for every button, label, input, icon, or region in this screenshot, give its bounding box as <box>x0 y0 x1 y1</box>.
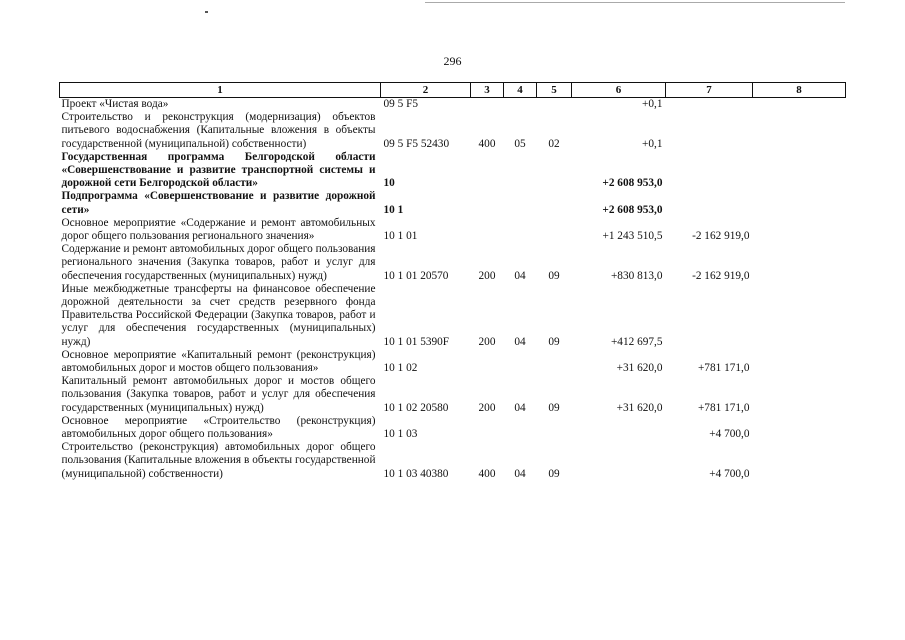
row-col-6: +830 813,0 <box>610 269 663 282</box>
row-col-4 <box>504 217 537 243</box>
row-col-3 <box>471 217 504 243</box>
row-col-6: +0,1 <box>642 98 663 110</box>
row-col-5 <box>537 190 572 216</box>
row-col-8 <box>753 283 846 349</box>
row-col-8 <box>753 111 846 151</box>
table-row <box>60 217 846 243</box>
row-col-8 <box>753 441 846 481</box>
row-col-8 <box>753 349 846 375</box>
row-code: 10 1 01 5390F <box>383 335 450 348</box>
table-row <box>60 349 846 375</box>
table-row <box>60 243 846 283</box>
row-name: Основное мероприятие «Капитальный ремонт (реконструкция) автомобильных дорог и мостов общего пользования» <box>61 348 376 375</box>
row-col-3: 400 <box>478 137 496 150</box>
row-code: 10 1 03 40380 <box>383 467 449 480</box>
row-col-6: +31 620,0 <box>616 401 663 414</box>
table-row <box>60 283 846 349</box>
row-col-6: +2 608 953,0 <box>602 177 663 190</box>
row-col-7 <box>666 111 753 151</box>
header-col-6: 6 <box>572 83 666 98</box>
row-col-6: +412 697,5 <box>610 335 663 348</box>
table-row <box>60 98 846 112</box>
row-col-3 <box>471 190 504 216</box>
row-col-5: 09 <box>548 335 560 348</box>
row-col-7: +4 700,0 <box>709 428 750 441</box>
row-col-4 <box>504 151 537 191</box>
table-row <box>60 375 846 415</box>
table-header-row <box>60 83 846 98</box>
row-col-5 <box>537 151 572 191</box>
header-col-3: 3 <box>471 83 504 98</box>
row-col-4 <box>504 98 537 112</box>
scan-artifact-top-right <box>425 2 845 3</box>
row-code: 10 1 01 20570 <box>383 269 449 282</box>
row-col-5 <box>537 98 572 112</box>
row-col-6 <box>572 441 666 481</box>
row-col-5 <box>537 349 572 375</box>
table-row <box>60 415 846 441</box>
scan-artifact-top <box>205 11 208 13</box>
row-col-5 <box>537 415 572 441</box>
row-col-4: 05 <box>514 137 526 150</box>
header-col-7: 7 <box>666 83 753 98</box>
row-col-6: +2 608 953,0 <box>602 203 663 216</box>
row-col-6: +1 243 510,5 <box>602 230 663 243</box>
row-col-3: 400 <box>478 467 496 480</box>
row-col-3: 200 <box>478 335 496 348</box>
row-col-3 <box>471 98 504 112</box>
row-col-3 <box>471 349 504 375</box>
row-col-8 <box>753 217 846 243</box>
row-col-4: 04 <box>514 269 526 282</box>
row-name: Основное мероприятие «Строительство (реконструкция) автомобильных дорог общего пользования» <box>61 414 376 441</box>
row-col-7 <box>666 151 753 191</box>
row-name: Строительство и реконструкция (модернизация) объектов питьевого водоснабжения (Капитальные вложения в объекты государственной (муниципальной) собственности) <box>61 111 376 150</box>
row-col-7: +781 171,0 <box>697 401 750 414</box>
budget-table <box>59 82 846 481</box>
row-col-8 <box>753 243 846 283</box>
row-col-3: 200 <box>478 401 496 414</box>
row-col-3 <box>471 415 504 441</box>
row-col-5 <box>537 217 572 243</box>
header-col-5: 5 <box>537 83 572 98</box>
row-name: Содержание и ремонт автомобильных дорог общего пользования регионального значения (Закупка товаров, работ и услуг для обеспечения государственных (муниципальных) нужд) <box>61 243 376 282</box>
row-col-7: -2 162 919,0 <box>692 230 750 243</box>
row-col-4: 04 <box>514 467 526 480</box>
header-col-8: 8 <box>753 83 846 98</box>
row-col-6 <box>572 415 666 441</box>
row-name: Подпрограмма «Совершенствование и развитие дорожной сети» <box>61 190 376 216</box>
row-code: 10 1 02 <box>383 362 418 375</box>
table-body <box>60 98 846 481</box>
row-col-8 <box>753 151 846 191</box>
row-col-7 <box>666 190 753 216</box>
header-col-4: 4 <box>504 83 537 98</box>
table-row <box>60 111 846 151</box>
row-col-3 <box>471 151 504 191</box>
row-col-4 <box>504 349 537 375</box>
page-number: 296 <box>443 54 462 68</box>
row-name: Капитальный ремонт автомобильных дорог и мостов общего пользования (Закупка товаров, работ и услуг для обеспечения государственных (муниципальных) нужд) <box>61 375 376 414</box>
row-col-4 <box>504 190 537 216</box>
table-row <box>60 441 846 481</box>
row-col-6: +31 620,0 <box>616 362 663 375</box>
row-code: 10 1 02 20580 <box>383 401 449 414</box>
row-col-7: +781 171,0 <box>697 362 750 375</box>
table-row <box>60 151 846 191</box>
row-col-3: 200 <box>478 269 496 282</box>
row-name: Государственная программа Белгородской области «Совершенствование и развитие транспортной системы и дорожной сети Белгородской области» <box>61 150 376 190</box>
row-code: 10 1 <box>383 203 404 216</box>
row-col-8 <box>753 190 846 216</box>
row-code: 10 1 03 <box>383 428 418 441</box>
row-col-7: -2 162 919,0 <box>692 269 750 282</box>
row-col-5: 09 <box>548 401 560 414</box>
row-col-7: +4 700,0 <box>709 467 750 480</box>
row-col-7 <box>666 98 753 112</box>
row-col-5: 09 <box>548 467 560 480</box>
row-name: Строительство (реконструкция) автомобильных дорог общего пользования (Капитальные вложения в объекты государственной (муниципальной) собственности) <box>61 441 376 480</box>
header-col-2: 2 <box>381 83 471 98</box>
row-col-4 <box>504 415 537 441</box>
row-col-5: 09 <box>548 269 560 282</box>
row-name: Основное мероприятие «Содержание и ремонт автомобильных дорог общего пользования регионального значения» <box>61 216 376 243</box>
row-col-8 <box>753 415 846 441</box>
row-name: Проект «Чистая вода» <box>61 98 169 110</box>
row-col-4: 04 <box>514 335 526 348</box>
row-code: 09 5 F5 <box>383 98 419 110</box>
row-col-5: 02 <box>548 137 560 150</box>
header-col-1: 1 <box>60 83 381 98</box>
row-code: 10 <box>383 177 395 190</box>
row-name: Иные межбюджетные трансферты на финансовое обеспечение дорожной деятельности за счет средств резервного фонда Правительства Российской Федерации (Закупка товаров, работ и услуг для обеспечения государственных (муниципальных) нужд) <box>61 282 376 348</box>
row-col-6: +0,1 <box>642 137 663 150</box>
row-col-7 <box>666 283 753 349</box>
row-col-8 <box>753 98 846 112</box>
row-code: 10 1 01 <box>383 230 418 243</box>
table-row <box>60 190 846 216</box>
row-col-8 <box>753 375 846 415</box>
row-col-4: 04 <box>514 401 526 414</box>
row-code: 09 5 F5 52430 <box>383 137 450 150</box>
